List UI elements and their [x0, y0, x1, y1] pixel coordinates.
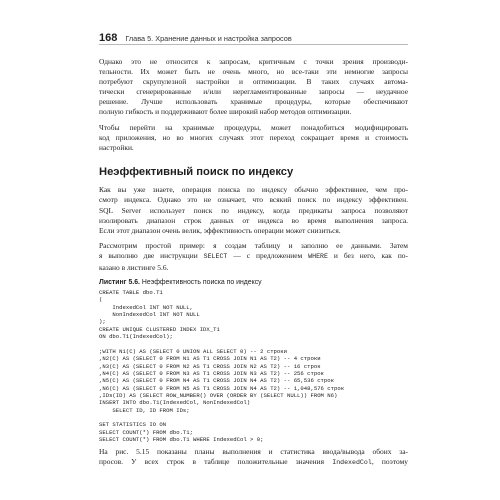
text-fragment: я выполню две инструкции	[99, 251, 204, 261]
code-line: ,N5(C) AS (SELECT 0 FROM N4 AS T1 CROSS JOIN N4 AS T2) -- 65,536 строк	[99, 377, 334, 385]
paragraph-line: Чтобы перейти на хранимые процедуры, может понадобиться модифицировать	[99, 123, 408, 133]
paragraph-line: тельности. Их может быть не очень много, но все-таки эти немногие запросы	[99, 67, 408, 77]
listing-caption: Неэффективность поиска по индексу	[139, 279, 262, 287]
paragraph-line	[99, 457, 408, 468]
page-header	[99, 30, 408, 45]
paragraph-line: полную гибкость и поддерживают более широкий набор методов оптимизации.	[99, 107, 352, 117]
paragraph-line: казано в листинге 5.6.	[99, 262, 169, 272]
code-line: SELECT ID, ID FROM IDs;	[99, 406, 190, 414]
page-body	[99, 57, 408, 474]
code-line	[99, 341, 408, 348]
text-fragment: — с предложением	[227, 251, 309, 261]
paragraph-line	[99, 251, 408, 262]
paragraph-line: Рассмотрим простой пример: я создам таблицу и заполню ее данными. Затем	[99, 241, 408, 251]
text-fragment: и без него, как по-	[327, 251, 409, 261]
code-line: NonIndexedCol INT NOT NULL	[99, 311, 200, 319]
code-line: ,N2(C) AS (SELECT 0 FROM N1 AS T1 CROSS JOIN N1 AS T2) -- 4 строки	[99, 355, 321, 363]
paragraph-figure-ref	[99, 447, 408, 468]
paragraph-line: код приложения, но во многих случаях этот переход сокращает время и стоимость	[99, 133, 408, 143]
paragraph-line: решение. Лучше использовать хранимые процедуры, которые обеспечивают	[99, 97, 408, 107]
text-fragment: просов. У всех строк в таблице положительные значения	[99, 457, 333, 467]
code-listing	[99, 289, 408, 443]
paragraph-line: настройки.	[99, 143, 134, 153]
code-line: CREATE UNIQUE CLUSTERED INDEX IDX_T1	[99, 325, 220, 333]
page-number: 168	[99, 32, 118, 44]
code-line: SELECT COUNT(*) FROM dbo.T1 WHERE IndexedCol > 0;	[99, 435, 264, 443]
inline-code: IndexedCol	[332, 459, 372, 467]
code-line: SELECT COUNT(*) FROM dbo.T1;	[99, 428, 193, 436]
code-line: ,N4(C) AS (SELECT 0 FROM N3 AS T1 CROSS JOIN N3 AS T2) -- 256 строк	[99, 369, 324, 377]
running-title: Глава 5. Хранение данных и настройка запросов	[125, 34, 292, 43]
listing-title	[99, 278, 408, 287]
code-line: INSERT INTO dbo.T1(IndexedCol, NonIndexedCol)	[99, 399, 251, 407]
text-fragment: , поэтому	[371, 457, 408, 467]
code-line: ,N6(C) AS (SELECT 0 FROM N5 AS T1 CROSS JOIN N4 AS T2) -- 1,048,576 строк	[99, 384, 345, 392]
inline-code: WHERE	[308, 253, 328, 261]
inline-code: SELECT	[203, 253, 228, 261]
code-line	[99, 414, 408, 421]
code-line: IndexedCol INT NOT NULL,	[99, 303, 193, 311]
paragraph-line: Однако это не относится к запросам, критичным с точки зрения производи-	[99, 57, 408, 66]
code-line: SET STATISTICS IO ON	[99, 421, 167, 429]
paragraph-line: На рис. 5.15 показаны планы выполнения и статистика ввода/вывода обоих за-	[99, 447, 408, 457]
paragraph-line: SQL Server использует поиск по индексу, когда предикаты запроса позволяют	[99, 205, 408, 215]
paragraph-line: изолировать диапазон строк данных от индекса во время выполнения запроса.	[99, 215, 408, 225]
code-line: ;WITH N1(C) AS (SELECT 0 UNION ALL SELECT 0) -- 2 строки	[99, 347, 287, 355]
paragraph-line: потребуют скрупулезной настройки и оптимизации. В таких случаях автома-	[99, 77, 408, 87]
code-line: ,IDs(ID) AS (SELECT ROW_NUMBER() OVER (ORDER BY (SELECT NULL)) FROM N6)	[99, 391, 338, 399]
code-line: );	[99, 318, 106, 326]
paragraph-index-seek	[99, 185, 408, 235]
paragraph-line: тически сгенерированные и/или нерегламентированные запросы — неудачное	[99, 87, 408, 97]
code-line: (	[99, 296, 103, 304]
paragraph-example	[99, 241, 408, 272]
paragraph-line: смотр индекса. Однако это не означает, что всякий поиск по индексу эффективен.	[99, 195, 408, 205]
code-line: CREATE TABLE dbo.T1	[99, 289, 163, 297]
section-heading: Неэффективный поиск по индексу	[99, 166, 294, 179]
code-line: ON dbo.T1(IndexedCol);	[99, 333, 173, 341]
paragraph-line: Если этот диапазон очень велик, эффективность операции может снизиться.	[99, 225, 341, 235]
paragraph-stored-procedures	[99, 123, 408, 153]
paragraph-intro	[99, 57, 408, 118]
code-line: ,N3(C) AS (SELECT 0 FROM N2 AS T1 CROSS JOIN N2 AS T2) -- 16 строк	[99, 362, 321, 370]
paragraph-line: Как вы уже знаете, операция поиска по индексу обычно эффективнее, чем про-	[99, 185, 408, 195]
listing-label: Листинг 5.6.	[99, 279, 140, 287]
